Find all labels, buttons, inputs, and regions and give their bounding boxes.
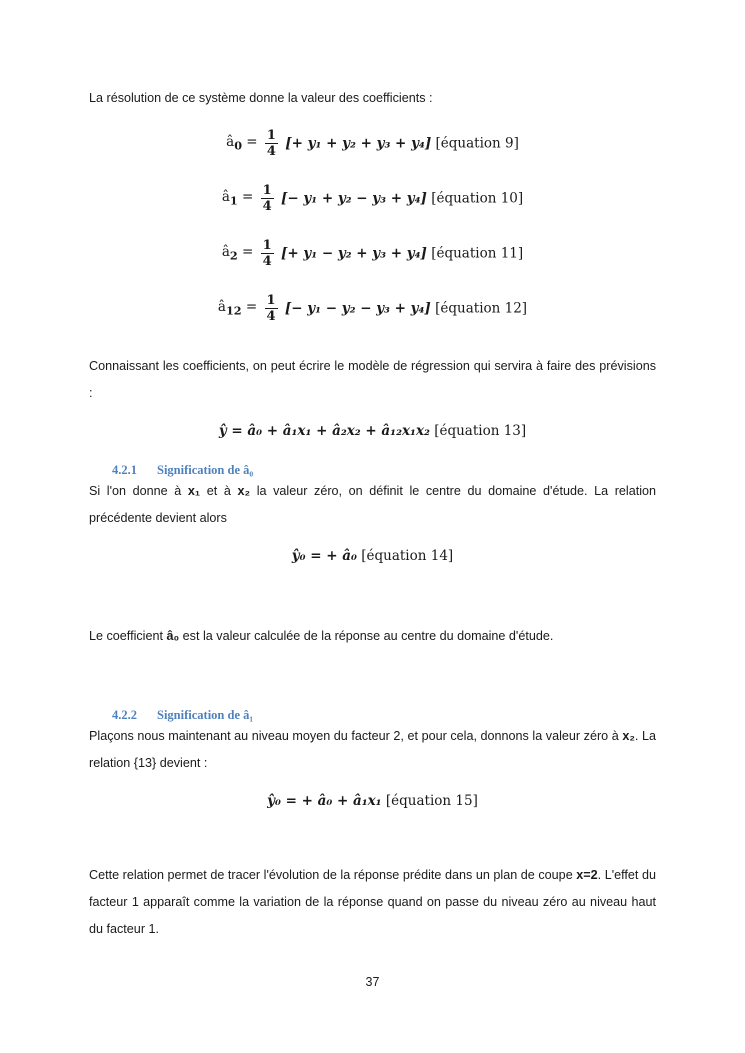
eq10-label: [équation 10] [431, 190, 524, 207]
coef-a0: â₀ [166, 629, 180, 643]
section-title: Signification de â₁ [157, 708, 254, 722]
section-421-paragraph-1: Si l'on donne à x₁ et à x₂ la valeur zéro, on définit le centre du domaine d'étude. La relation précédente devient alors [89, 484, 656, 525]
eq12-lhs: $â_{12}$ = [217, 299, 262, 318]
eq10-lhs: $â_1$ = [221, 189, 258, 208]
eq11-fraction: $\frac{1}{4}$ [262, 238, 272, 269]
eq13-body: ŷ = â₀ + â₁x₁ + â₂x₂ + â₁₂x₁x₂ [218, 423, 430, 439]
eq15-label: [équation 15] [385, 793, 478, 809]
eq10-rhs: [− y₁ + y₂ − y₃ + y₄] [équation 10] [280, 190, 524, 207]
eq9-lhs: $â_0$ = [226, 134, 262, 153]
section-421-paragraph-2: Le coefficient â₀ est la valeur calculée de la réponse au centre du domaine d'étude. [89, 629, 554, 643]
intro-text: La résolution de ce système donne la valeur des coefficients : [89, 91, 433, 105]
eq9-rhs: [+ y₁ + y₂ + y₃ + y₄] [équation 9] [285, 135, 519, 152]
section-title: Signification de â₀ [157, 463, 254, 477]
equation-15 [0, 793, 745, 809]
var-x1: x₁ [187, 484, 201, 498]
var-x2: x₂ [237, 484, 251, 498]
section-heading-4-2-2 [112, 708, 253, 723]
equation-12 [0, 293, 745, 324]
eq12-label: [équation 12] [435, 300, 528, 317]
equation-13 [0, 423, 745, 439]
eq9-label: [équation 9] [435, 135, 519, 152]
equation-14 [0, 548, 745, 564]
section-422-paragraph-1: Plaçons nous maintenant au niveau moyen du facteur 2, et pour cela, donnons la valeur zéro à x₂. La relation {13} devient : [89, 729, 657, 770]
eq12-rhs: [− y₁ − y₂ − y₃ + y₄] [équation 12] [284, 300, 528, 317]
plan-coupe: x=2 [576, 868, 598, 882]
eq14-label: [équation 14] [361, 548, 454, 564]
eq13-label: [équation 13] [434, 423, 527, 439]
eq12-fraction: $\frac{1}{4}$ [266, 293, 276, 324]
var-x2: x₂ [622, 729, 635, 743]
eq14-body: ŷ₀ = + â₀ [291, 548, 357, 564]
equation-11 [0, 238, 745, 269]
eq11-label: [équation 11] [431, 245, 524, 262]
equation-10 [0, 183, 745, 214]
eq9-fraction: $\frac{1}{4}$ [266, 128, 276, 159]
page-number: 37 [365, 975, 380, 989]
eq11-rhs: [+ y₁ − y₂ + y₃ + y₄] [équation 11] [280, 245, 524, 262]
equation-9 [0, 128, 745, 159]
eq15-body: ŷ₀ = + â₀ + â₁x₁ [267, 793, 382, 809]
section-number: 4.2.2 [112, 708, 137, 722]
model-text: Connaissant les coefficients, on peut écrire le modèle de régression qui servira à faire des prévisions : [89, 359, 656, 400]
intro-paragraph [89, 85, 656, 112]
eq11-lhs: $â_2$ = [221, 244, 258, 263]
eq10-fraction: $\frac{1}{4}$ [262, 183, 272, 214]
section-heading-4-2-1 [112, 463, 253, 478]
section-number: 4.2.1 [112, 463, 137, 477]
model-paragraph [89, 353, 656, 407]
section-422-paragraph-2: Cette relation permet de tracer l'évolution de la réponse prédite dans un plan de coupe x=2. L'effet du facteur 1 apparaît comme la variation de la réponse quand on passe du niveau zéro au niveau haut du facteur 1. [89, 868, 656, 936]
